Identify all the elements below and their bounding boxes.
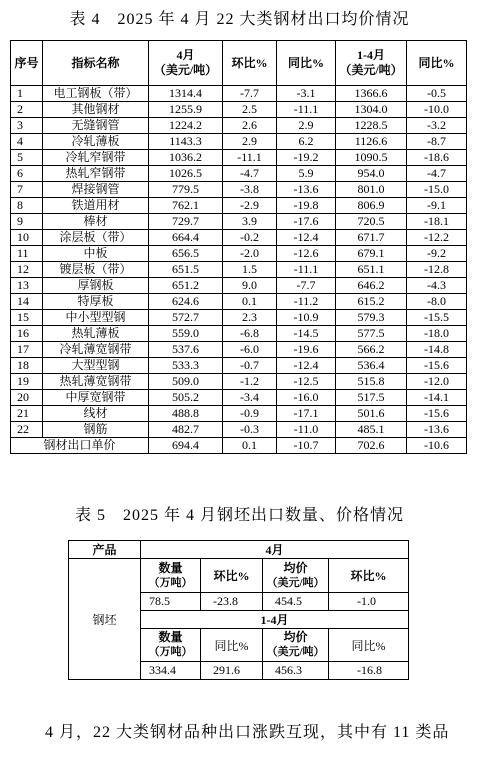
ytd-price-cell: 1126.6 (336, 134, 407, 150)
table4-title: 表 4 2025 年 4 月 22 大类钢材出口均价情况 (69, 11, 410, 28)
table-row (11, 390, 467, 406)
header-ytd-quantity-change: 同比% (201, 629, 263, 662)
table-row (11, 342, 467, 358)
product-name: 钢坯 (69, 559, 141, 680)
header-ytd-quantity (141, 629, 201, 662)
header-april-price-unit: （美元/吨） (266, 576, 325, 589)
april-mom-change-cell: -7.7 (223, 86, 277, 102)
april-yoy-change-cell: 2.9 (277, 118, 336, 134)
product-name-cell: 棒材 (43, 214, 149, 230)
april-mom-change-cell: 2.6 (223, 118, 277, 134)
header-ytd-price (336, 41, 407, 86)
april-mom-change-cell: 2.3 (223, 310, 277, 326)
ytd-price-cell: 954.0 (336, 166, 407, 182)
april-price-cell: 505.2 (149, 390, 223, 406)
row-index-cell: 22 (11, 422, 43, 438)
total-april-yoy: -10.7 (277, 438, 336, 454)
table5-body (69, 541, 409, 680)
header-ytd-price-label: 1-4月 (357, 48, 385, 62)
table-row (11, 134, 467, 150)
april-yoy-change-cell: -14.5 (277, 326, 336, 342)
header-name: 指标名称 (43, 41, 149, 86)
table-row (11, 374, 467, 390)
april-mom-change-cell: -4.7 (223, 166, 277, 182)
header-ytd-price-unit: （美元/吨） (339, 63, 403, 77)
ytd-yoy-change-cell: -15.0 (407, 182, 467, 198)
table-row (11, 326, 467, 342)
table5-april-header-row (69, 559, 409, 593)
ytd-price-cell: 515.8 (336, 374, 407, 390)
april-yoy-change-cell: -17.1 (277, 406, 336, 422)
april-yoy-change-cell: -11.1 (277, 102, 336, 118)
ytd-price-cell: 501.6 (336, 406, 407, 422)
table-row (11, 182, 467, 198)
april-price-cell: 1224.2 (149, 118, 223, 134)
table-row (11, 86, 467, 102)
header-april-yoy: 同比% (277, 41, 336, 86)
ytd-yoy-change-cell: -10.0 (407, 102, 467, 118)
header-april-price (149, 41, 223, 86)
april-quantity-change: -23.8 (201, 593, 263, 611)
ytd-price: 456.3 (263, 662, 329, 680)
header-april-price-change: 环比% (329, 559, 409, 593)
table-row (11, 310, 467, 326)
april-yoy-change-cell: -11.2 (277, 294, 336, 310)
body-paragraph: 4 月，22 大类钢材品种出口涨跌互现，其中有 11 类品 (45, 724, 450, 741)
ytd-price-cell: 577.5 (336, 326, 407, 342)
table-row (11, 166, 467, 182)
april-price-cell: 488.8 (149, 406, 223, 422)
april-mom-change-cell: -2.9 (223, 198, 277, 214)
table-row (11, 278, 467, 294)
table4-header-row (11, 41, 467, 86)
ytd-price-cell: 485.1 (336, 422, 407, 438)
table-row (11, 358, 467, 374)
row-index-cell: 3 (11, 118, 43, 134)
april-mom-change-cell: 2.5 (223, 102, 277, 118)
ytd-price-cell: 1304.0 (336, 102, 407, 118)
ytd-price-cell: 1090.5 (336, 150, 407, 166)
product-name-cell: 电工钢板（带） (43, 86, 149, 102)
table5-period-row (69, 541, 409, 559)
product-name-cell: 大型型钢 (43, 358, 149, 374)
table4-body (11, 86, 467, 438)
table-row (11, 294, 467, 310)
row-index-cell: 21 (11, 406, 43, 422)
ytd-yoy-change-cell: -8.0 (407, 294, 467, 310)
header-april-quantity-change: 环比% (201, 559, 263, 593)
row-index-cell: 4 (11, 134, 43, 150)
april-mom-change-cell: 3.9 (223, 214, 277, 230)
april-yoy-change-cell: -12.6 (277, 246, 336, 262)
total-row (11, 438, 467, 454)
april-mom-change-cell: -3.8 (223, 182, 277, 198)
product-name-cell: 冷轧薄宽钢带 (43, 342, 149, 358)
product-name-cell: 铁道用材 (43, 198, 149, 214)
ytd-quantity-change: 291.6 (201, 662, 263, 680)
header-april-price (263, 559, 329, 593)
april-price-cell: 779.5 (149, 182, 223, 198)
row-index-cell: 9 (11, 214, 43, 230)
product-name-cell: 特厚板 (43, 294, 149, 310)
april-price-cell: 1036.2 (149, 150, 223, 166)
april-yoy-change-cell: -17.6 (277, 214, 336, 230)
ytd-price-cell: 1366.6 (336, 86, 407, 102)
product-name-cell: 中板 (43, 246, 149, 262)
product-name-cell: 中厚宽钢带 (43, 390, 149, 406)
table-row (11, 230, 467, 246)
april-yoy-change-cell: 6.2 (277, 134, 336, 150)
header-april-price-unit: （美元/吨） (153, 63, 218, 77)
ytd-price-cell: 566.2 (336, 342, 407, 358)
total-april-price: 694.4 (149, 438, 223, 454)
billet-export-table (68, 540, 409, 680)
table-row (11, 246, 467, 262)
ytd-yoy-change-cell: -12.8 (407, 262, 467, 278)
row-index-cell: 6 (11, 166, 43, 182)
april-mom-change-cell: -6.0 (223, 342, 277, 358)
header-period-april: 4月 (141, 541, 409, 559)
april-price: 454.5 (263, 593, 329, 611)
ytd-quantity: 334.4 (141, 662, 201, 680)
april-mom-change-cell: -0.7 (223, 358, 277, 374)
april-price-cell: 1314.4 (149, 86, 223, 102)
table5-title: 表 5 2025 年 4 月钢坯出口数量、价格情况 (74, 507, 404, 524)
ytd-price-cell: 679.1 (336, 246, 407, 262)
april-mom-change-cell: -0.2 (223, 230, 277, 246)
april-price-cell: 656.5 (149, 246, 223, 262)
product-name-cell: 热轧薄宽钢带 (43, 374, 149, 390)
row-index-cell: 1 (11, 86, 43, 102)
april-price-cell: 1026.5 (149, 166, 223, 182)
ytd-yoy-change-cell: -18.0 (407, 326, 467, 342)
april-price-cell: 559.0 (149, 326, 223, 342)
april-yoy-change-cell: -13.6 (277, 182, 336, 198)
april-price-cell: 651.5 (149, 262, 223, 278)
ytd-price-cell: 801.0 (336, 182, 407, 198)
product-name-cell: 涂层板（带） (43, 230, 149, 246)
april-quantity: 78.5 (141, 593, 201, 611)
ytd-price-cell: 806.9 (336, 198, 407, 214)
product-name-cell: 其他钢材 (43, 102, 149, 118)
ytd-yoy-change-cell: -8.7 (407, 134, 467, 150)
april-mom-change-cell: 1.5 (223, 262, 277, 278)
april-price-change: -1.0 (329, 593, 409, 611)
ytd-price-cell: 615.2 (336, 294, 407, 310)
header-ytd-price-change: 同比% (329, 629, 409, 662)
ytd-yoy-change-cell: -13.6 (407, 422, 467, 438)
april-mom-change-cell: -0.9 (223, 406, 277, 422)
header-index: 序号 (11, 41, 43, 86)
product-name-cell: 热轧窄钢带 (43, 166, 149, 182)
table-row (11, 150, 467, 166)
ytd-yoy-change-cell: -18.1 (407, 214, 467, 230)
ytd-price-cell: 1228.5 (336, 118, 407, 134)
ytd-yoy-change-cell: -15.6 (407, 406, 467, 422)
april-price-cell: 664.4 (149, 230, 223, 246)
april-mom-change-cell: 2.9 (223, 134, 277, 150)
april-price-cell: 1255.9 (149, 102, 223, 118)
total-ytd-price: 702.6 (336, 438, 407, 454)
ytd-yoy-change-cell: -4.3 (407, 278, 467, 294)
row-index-cell: 20 (11, 390, 43, 406)
header-period-ytd: 1-4月 (141, 611, 409, 629)
april-mom-change-cell: -3.4 (223, 390, 277, 406)
row-index-cell: 15 (11, 310, 43, 326)
row-index-cell: 14 (11, 294, 43, 310)
april-price-cell: 509.0 (149, 374, 223, 390)
table-row (11, 422, 467, 438)
header-ytd-price (263, 629, 329, 662)
april-yoy-change-cell: -19.8 (277, 198, 336, 214)
april-yoy-change-cell: 5.9 (277, 166, 336, 182)
ytd-yoy-change-cell: -0.5 (407, 86, 467, 102)
product-name-cell: 钢筋 (43, 422, 149, 438)
april-yoy-change-cell: -11.0 (277, 422, 336, 438)
row-index-cell: 7 (11, 182, 43, 198)
header-ytd-price-label: 均价 (283, 630, 308, 644)
product-name-cell: 冷轧窄钢带 (43, 150, 149, 166)
ytd-price-cell: 651.1 (336, 262, 407, 278)
table-row (11, 102, 467, 118)
header-ytd-quantity-unit: （万吨） (148, 646, 193, 658)
ytd-price-change: -16.8 (329, 662, 409, 680)
april-yoy-change-cell: -12.4 (277, 358, 336, 374)
header-april-quantity (141, 559, 201, 593)
april-price-cell: 572.7 (149, 310, 223, 326)
april-price-cell: 624.6 (149, 294, 223, 310)
ytd-price-cell: 720.5 (336, 214, 407, 230)
product-name-cell: 冷轧薄板 (43, 134, 149, 150)
april-mom-change-cell: 9.0 (223, 278, 277, 294)
product-name-cell: 中小型型钢 (43, 310, 149, 326)
ytd-yoy-change-cell: -12.2 (407, 230, 467, 246)
april-mom-change-cell: -6.8 (223, 326, 277, 342)
table4-header (11, 41, 467, 86)
ytd-yoy-change-cell: -14.8 (407, 342, 467, 358)
product-name-cell: 厚钢板 (43, 278, 149, 294)
april-price-cell: 537.6 (149, 342, 223, 358)
ytd-yoy-change-cell: -15.5 (407, 310, 467, 326)
april-price-cell: 762.1 (149, 198, 223, 214)
row-index-cell: 12 (11, 262, 43, 278)
april-yoy-change-cell: -12.4 (277, 230, 336, 246)
row-index-cell: 16 (11, 326, 43, 342)
april-price-cell: 533.3 (149, 358, 223, 374)
ytd-yoy-change-cell: -18.6 (407, 150, 467, 166)
steel-export-price-table (10, 40, 467, 454)
ytd-price-cell: 579.3 (336, 310, 407, 326)
april-price-cell: 651.2 (149, 278, 223, 294)
row-index-cell: 17 (11, 342, 43, 358)
april-yoy-change-cell: -19.6 (277, 342, 336, 358)
row-index-cell: 2 (11, 102, 43, 118)
row-index-cell: 11 (11, 246, 43, 262)
april-yoy-change-cell: -10.9 (277, 310, 336, 326)
april-yoy-change-cell: -11.1 (277, 262, 336, 278)
header-april-price-label: 均价 (283, 560, 308, 575)
ytd-price-cell: 517.5 (336, 390, 407, 406)
april-mom-change-cell: -11.1 (223, 150, 277, 166)
april-yoy-change-cell: -12.5 (277, 374, 336, 390)
header-april-price-label: 4月 (176, 48, 195, 62)
table-row (11, 214, 467, 230)
table4-footer (11, 438, 467, 454)
product-name-cell: 焊接钢管 (43, 182, 149, 198)
header-ytd-price-unit: （美元/吨） (266, 646, 325, 658)
header-ytd-quantity-label: 数量 (158, 630, 183, 644)
table-row (11, 118, 467, 134)
header-april-quantity-label: 数量 (158, 560, 183, 575)
row-index-cell: 19 (11, 374, 43, 390)
row-index-cell: 5 (11, 150, 43, 166)
april-yoy-change-cell: -16.0 (277, 390, 336, 406)
row-index-cell: 10 (11, 230, 43, 246)
april-mom-change-cell: -2.0 (223, 246, 277, 262)
april-yoy-change-cell: -3.1 (277, 86, 336, 102)
header-product: 产品 (69, 541, 141, 559)
header-april-quantity-unit: （万吨） (148, 576, 193, 589)
ytd-yoy-change-cell: -3.2 (407, 118, 467, 134)
april-price-cell: 482.7 (149, 422, 223, 438)
ytd-yoy-change-cell: -9.2 (407, 246, 467, 262)
ytd-yoy-change-cell: -12.0 (407, 374, 467, 390)
april-mom-change-cell: 0.1 (223, 294, 277, 310)
ytd-yoy-change-cell: -14.1 (407, 390, 467, 406)
ytd-yoy-change-cell: -15.6 (407, 358, 467, 374)
ytd-yoy-change-cell: -9.1 (407, 198, 467, 214)
row-index-cell: 8 (11, 198, 43, 214)
row-index-cell: 13 (11, 278, 43, 294)
april-mom-change-cell: -1.2 (223, 374, 277, 390)
total-label: 钢材出口单价 (11, 438, 149, 454)
april-yoy-change-cell: -7.7 (277, 278, 336, 294)
ytd-price-cell: 536.4 (336, 358, 407, 374)
ytd-yoy-change-cell: -4.7 (407, 166, 467, 182)
row-index-cell: 18 (11, 358, 43, 374)
april-price-cell: 1143.3 (149, 134, 223, 150)
april-price-cell: 729.7 (149, 214, 223, 230)
april-mom-change-cell: -0.3 (223, 422, 277, 438)
total-april-mom: 0.1 (223, 438, 277, 454)
table-row (11, 406, 467, 422)
table-row (11, 262, 467, 278)
product-name-cell: 镀层板（带） (43, 262, 149, 278)
product-name-cell: 热轧薄板 (43, 326, 149, 342)
ytd-price-cell: 671.7 (336, 230, 407, 246)
product-name-cell: 线材 (43, 406, 149, 422)
april-yoy-change-cell: -19.2 (277, 150, 336, 166)
header-april-mom: 环比% (223, 41, 277, 86)
ytd-price-cell: 646.2 (336, 278, 407, 294)
total-ytd-yoy: -10.6 (407, 438, 467, 454)
product-name-cell: 无缝钢管 (43, 118, 149, 134)
header-ytd-yoy: 同比% (407, 41, 467, 86)
table-row (11, 198, 467, 214)
